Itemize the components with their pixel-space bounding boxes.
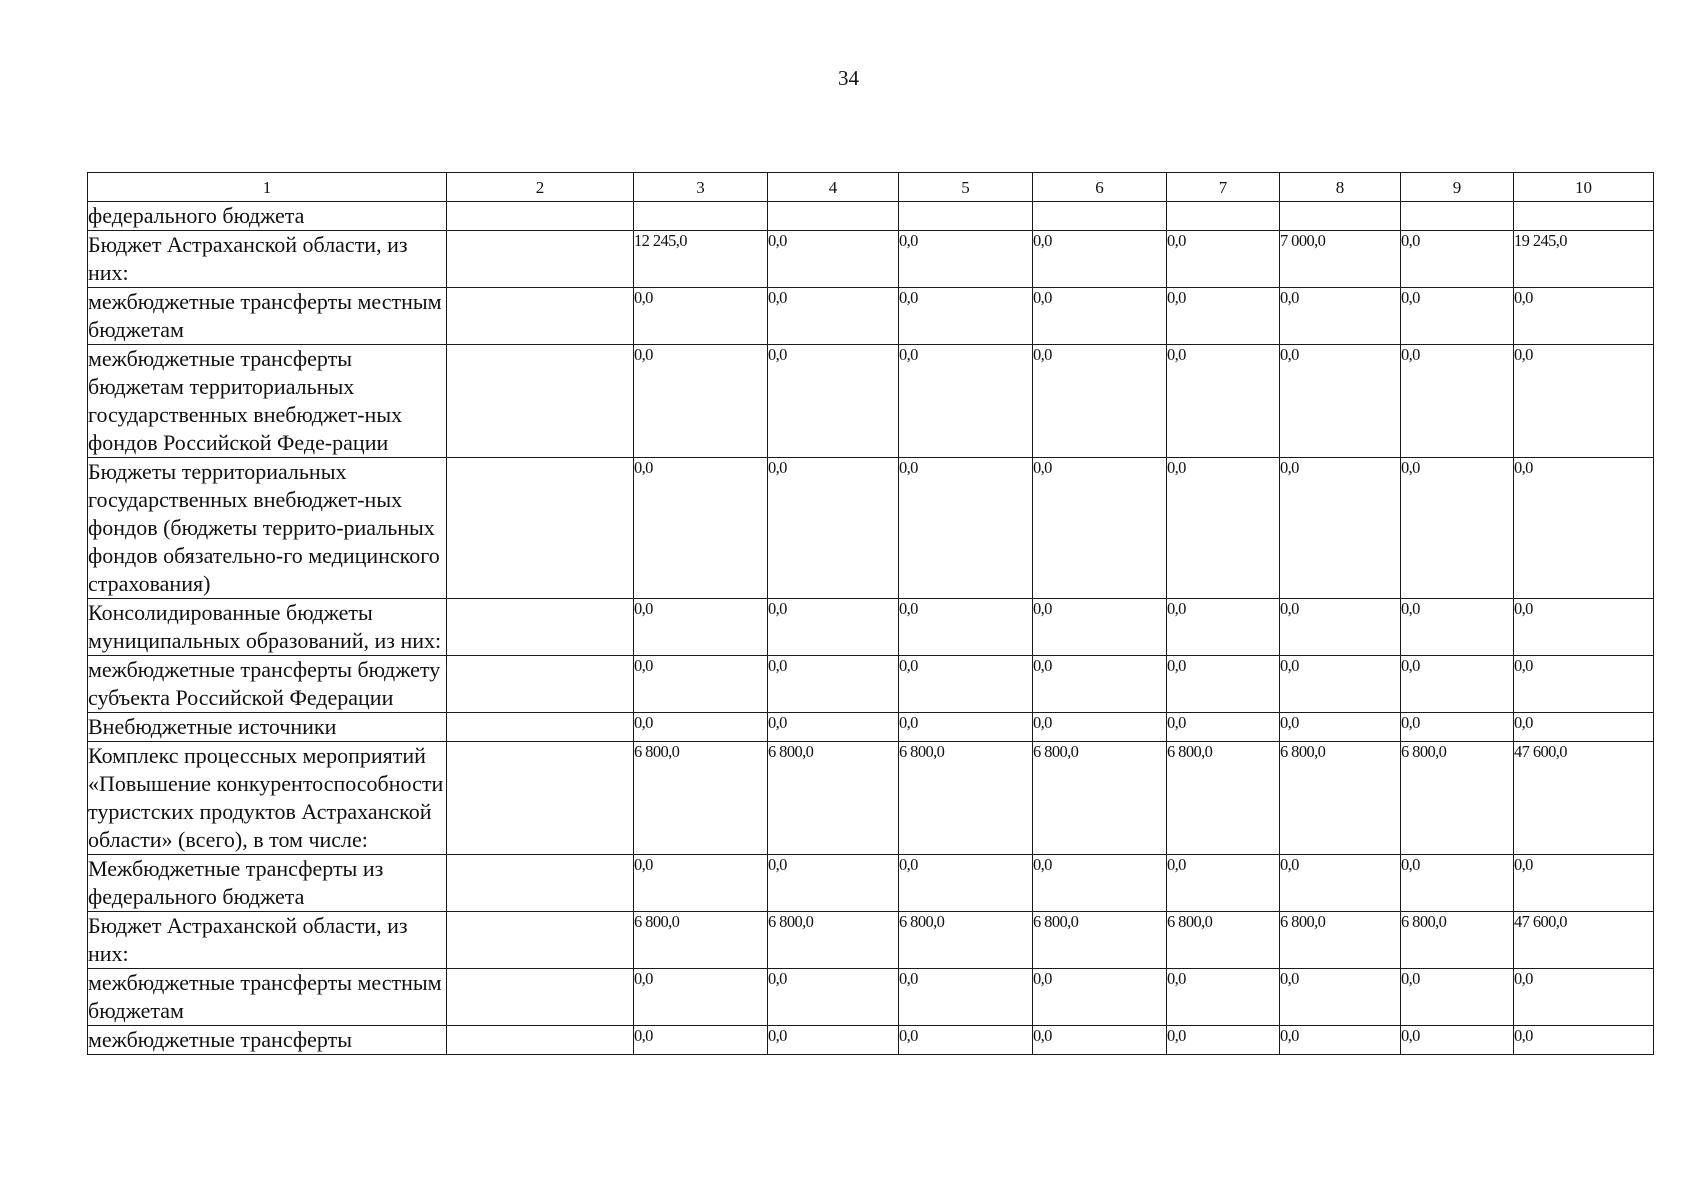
value-cell: 0,0	[1401, 599, 1514, 656]
value-cell: 0,0	[634, 656, 768, 713]
value-cell: 0,0	[768, 345, 899, 458]
row-label: межбюджетные трансферты бюджету субъекта Российской Федерации	[88, 656, 447, 713]
value-cell: 0,0	[1033, 713, 1167, 742]
row-label: Бюджет Астраханской области, из них:	[88, 231, 447, 288]
value-cell: 6 800,0	[1401, 742, 1514, 855]
value-cell: 0,0	[1401, 855, 1514, 912]
value-cell: 12 245,0	[634, 231, 768, 288]
value-cell: 0,0	[899, 713, 1033, 742]
header-cell: 8	[1280, 173, 1401, 202]
value-cell: 0,0	[1033, 656, 1167, 713]
value-cell: 0,0	[899, 231, 1033, 288]
value-cell: 0,0	[1401, 656, 1514, 713]
value-cell: 0,0	[1167, 288, 1280, 345]
row-label: межбюджетные трансферты	[88, 1026, 447, 1055]
row-label: межбюджетные трансферты местным бюджетам	[88, 288, 447, 345]
header-cell: 3	[634, 173, 768, 202]
value-cell: 0,0	[1514, 969, 1654, 1026]
row-label: федерального бюджета	[88, 202, 447, 231]
col2-cell	[447, 713, 634, 742]
col2-cell	[447, 855, 634, 912]
col2-cell	[447, 969, 634, 1026]
value-cell: 6 800,0	[899, 742, 1033, 855]
value-cell: 0,0	[768, 969, 899, 1026]
value-cell: 0,0	[768, 656, 899, 713]
header-cell: 2	[447, 173, 634, 202]
value-cell: 6 800,0	[634, 742, 768, 855]
value-cell: 6 800,0	[768, 742, 899, 855]
value-cell	[1167, 202, 1280, 231]
value-cell: 0,0	[1280, 656, 1401, 713]
value-cell: 0,0	[1033, 599, 1167, 656]
value-cell: 6 800,0	[634, 912, 768, 969]
value-cell: 0,0	[1167, 458, 1280, 599]
row-label: Бюджет Астраханской области, из них:	[88, 912, 447, 969]
header-cell: 7	[1167, 173, 1280, 202]
value-cell: 6 800,0	[899, 912, 1033, 969]
value-cell: 0,0	[1167, 969, 1280, 1026]
value-cell	[1280, 202, 1401, 231]
table-row	[88, 599, 1654, 656]
value-cell: 0,0	[1280, 1026, 1401, 1055]
value-cell: 0,0	[1280, 288, 1401, 345]
col2-cell	[447, 656, 634, 713]
value-cell: 0,0	[899, 599, 1033, 656]
value-cell: 0,0	[1280, 599, 1401, 656]
table-row	[88, 288, 1654, 345]
col2-cell	[447, 345, 634, 458]
value-cell	[1033, 202, 1167, 231]
value-cell: 0,0	[768, 599, 899, 656]
col2-cell	[447, 231, 634, 288]
table-row	[88, 742, 1654, 855]
row-label: межбюджетные трансферты местным бюджетам	[88, 969, 447, 1026]
table-row	[88, 656, 1654, 713]
value-cell: 6 800,0	[1033, 912, 1167, 969]
value-cell: 0,0	[1401, 713, 1514, 742]
value-cell: 6 800,0	[1167, 742, 1280, 855]
value-cell: 6 800,0	[1401, 912, 1514, 969]
value-cell: 0,0	[899, 969, 1033, 1026]
value-cell: 0,0	[1401, 345, 1514, 458]
header-cell: 5	[899, 173, 1033, 202]
value-cell: 0,0	[1033, 969, 1167, 1026]
table-row	[88, 912, 1654, 969]
table-row	[88, 202, 1654, 231]
value-cell: 0,0	[1033, 345, 1167, 458]
table-row	[88, 1026, 1654, 1055]
value-cell: 0,0	[1280, 458, 1401, 599]
value-cell: 0,0	[899, 656, 1033, 713]
value-cell: 0,0	[1167, 855, 1280, 912]
value-cell: 0,0	[768, 288, 899, 345]
header-cell: 6	[1033, 173, 1167, 202]
value-cell: 0,0	[899, 855, 1033, 912]
value-cell: 0,0	[634, 713, 768, 742]
value-cell: 0,0	[1514, 1026, 1654, 1055]
row-label: Межбюджетные трансферты из федерального бюджета	[88, 855, 447, 912]
value-cell: 0,0	[1401, 1026, 1514, 1055]
value-cell: 0,0	[768, 1026, 899, 1055]
row-label: Консолидированные бюджеты муниципальных образований, из них:	[88, 599, 447, 656]
value-cell: 6 800,0	[1280, 912, 1401, 969]
page-number: 34	[838, 66, 859, 90]
value-cell: 0,0	[768, 855, 899, 912]
table-row	[88, 855, 1654, 912]
col2-cell	[447, 742, 634, 855]
header-cell: 1	[88, 173, 447, 202]
value-cell: 0,0	[1280, 713, 1401, 742]
col2-cell	[447, 202, 634, 231]
value-cell: 0,0	[634, 345, 768, 458]
row-label: Внебюджетные источники	[88, 713, 447, 742]
value-cell: 0,0	[768, 231, 899, 288]
value-cell: 47 600,0	[1514, 742, 1654, 855]
value-cell: 0,0	[1033, 288, 1167, 345]
table-row	[88, 713, 1654, 742]
value-cell: 0,0	[1514, 713, 1654, 742]
value-cell: 0,0	[634, 1026, 768, 1055]
col2-cell	[447, 288, 634, 345]
value-cell: 7 000,0	[1280, 231, 1401, 288]
value-cell: 0,0	[634, 599, 768, 656]
header-cell: 10	[1514, 173, 1654, 202]
row-label: межбюджетные трансферты бюджетам территориальных государственных внебюджет-ных фондов Российской Феде-рации	[88, 345, 447, 458]
col2-cell	[447, 458, 634, 599]
value-cell: 0,0	[1033, 855, 1167, 912]
value-cell: 0,0	[1401, 969, 1514, 1026]
value-cell: 0,0	[1167, 345, 1280, 458]
value-cell: 0,0	[1033, 458, 1167, 599]
value-cell: 0,0	[1514, 599, 1654, 656]
table-row	[88, 458, 1654, 599]
value-cell: 0,0	[1401, 231, 1514, 288]
value-cell: 0,0	[1514, 458, 1654, 599]
header-cell: 4	[768, 173, 899, 202]
value-cell: 0,0	[1033, 231, 1167, 288]
value-cell	[634, 202, 768, 231]
value-cell: 47 600,0	[1514, 912, 1654, 969]
col2-cell	[447, 912, 634, 969]
value-cell	[1401, 202, 1514, 231]
table-row	[88, 969, 1654, 1026]
value-cell: 0,0	[1167, 713, 1280, 742]
value-cell: 0,0	[1167, 1026, 1280, 1055]
budget-table	[87, 172, 1654, 1055]
col2-cell	[447, 1026, 634, 1055]
value-cell: 0,0	[1514, 855, 1654, 912]
value-cell: 6 800,0	[768, 912, 899, 969]
value-cell: 0,0	[634, 969, 768, 1026]
value-cell	[768, 202, 899, 231]
value-cell: 0,0	[768, 713, 899, 742]
value-cell: 0,0	[1280, 969, 1401, 1026]
value-cell: 0,0	[1167, 599, 1280, 656]
value-cell: 0,0	[768, 458, 899, 599]
header-cell: 9	[1401, 173, 1514, 202]
value-cell: 0,0	[634, 458, 768, 599]
table-body	[88, 202, 1654, 1055]
value-cell: 0,0	[1514, 345, 1654, 458]
value-cell: 0,0	[899, 458, 1033, 599]
value-cell	[899, 202, 1033, 231]
row-label: Бюджеты территориальных государственных внебюджет-ных фондов (бюджеты террито-риальных фондов обязательно-го медицинского страхования)	[88, 458, 447, 599]
value-cell: 0,0	[1167, 656, 1280, 713]
value-cell: 0,0	[899, 345, 1033, 458]
value-cell: 0,0	[1401, 458, 1514, 599]
value-cell: 6 800,0	[1167, 912, 1280, 969]
value-cell: 0,0	[1280, 855, 1401, 912]
row-label: Комплекс процессных мероприятий «Повышение конкурентоспособности туристских продуктов Астраханской области» (всего), в том числе:	[88, 742, 447, 855]
table-row	[88, 345, 1654, 458]
value-cell: 0,0	[1033, 1026, 1167, 1055]
value-cell: 0,0	[634, 855, 768, 912]
value-cell: 0,0	[1401, 288, 1514, 345]
value-cell: 0,0	[899, 1026, 1033, 1055]
table-row	[88, 231, 1654, 288]
value-cell: 0,0	[1514, 656, 1654, 713]
value-cell: 0,0	[1514, 288, 1654, 345]
col2-cell	[447, 599, 634, 656]
value-cell: 0,0	[899, 288, 1033, 345]
value-cell: 6 800,0	[1280, 742, 1401, 855]
value-cell: 0,0	[634, 288, 768, 345]
value-cell	[1514, 202, 1654, 231]
header-row	[88, 173, 1654, 202]
value-cell: 6 800,0	[1033, 742, 1167, 855]
value-cell: 0,0	[1280, 345, 1401, 458]
value-cell: 0,0	[1167, 231, 1280, 288]
value-cell: 19 245,0	[1514, 231, 1654, 288]
